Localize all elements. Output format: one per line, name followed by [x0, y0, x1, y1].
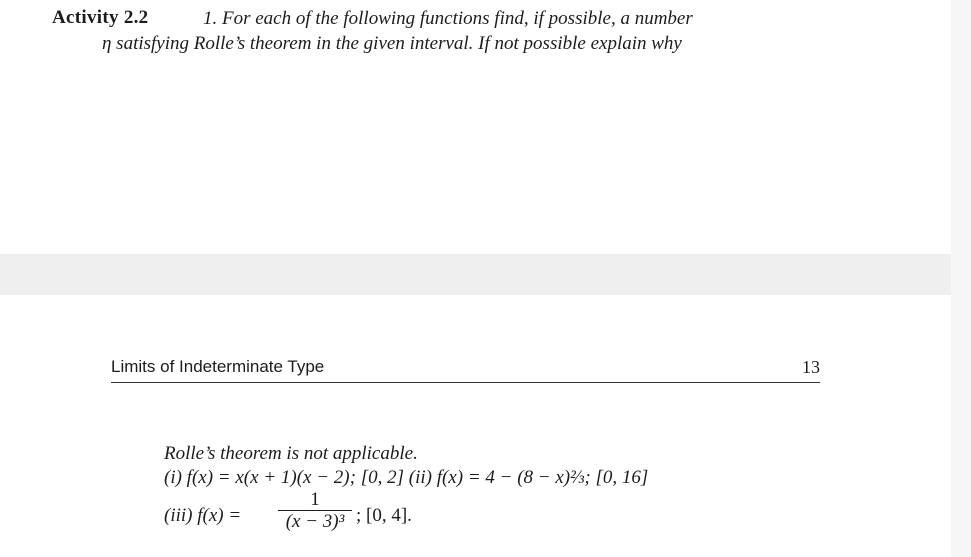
page-bottom-area	[0, 295, 951, 557]
answer-items-i-ii: (i) f(x) = x(x + 1)(x − 2); [0, 2] (ii) f(x) = 4 − (8 − x)⅔; [0, 16]	[164, 467, 649, 488]
page-number: 13	[802, 357, 820, 377]
activity-question-line-2: η satisfying Rolle’s theorem in the given interval. If not possible explain why	[102, 33, 682, 54]
running-header	[111, 356, 820, 383]
scroll-gutter	[951, 0, 971, 557]
activity-question-line-1: 1. For each of the following functions find, if possible, a number	[203, 8, 693, 29]
answer-item-iii-suffix: ; [0, 4].	[356, 505, 412, 526]
activity-heading: Activity 2.2	[52, 7, 149, 28]
answer-item-iii-prefix: (iii) f(x) =	[164, 505, 242, 526]
answer-statement: Rolle’s theorem is not applicable.	[164, 443, 418, 464]
page-separator	[0, 254, 971, 295]
answer-item-iii-fraction	[277, 489, 353, 533]
fraction-denominator: (x − 3)³	[285, 511, 345, 532]
running-header-title: Limits of Indeterminate Type	[111, 357, 325, 376]
fraction-numerator: 1	[310, 489, 320, 510]
